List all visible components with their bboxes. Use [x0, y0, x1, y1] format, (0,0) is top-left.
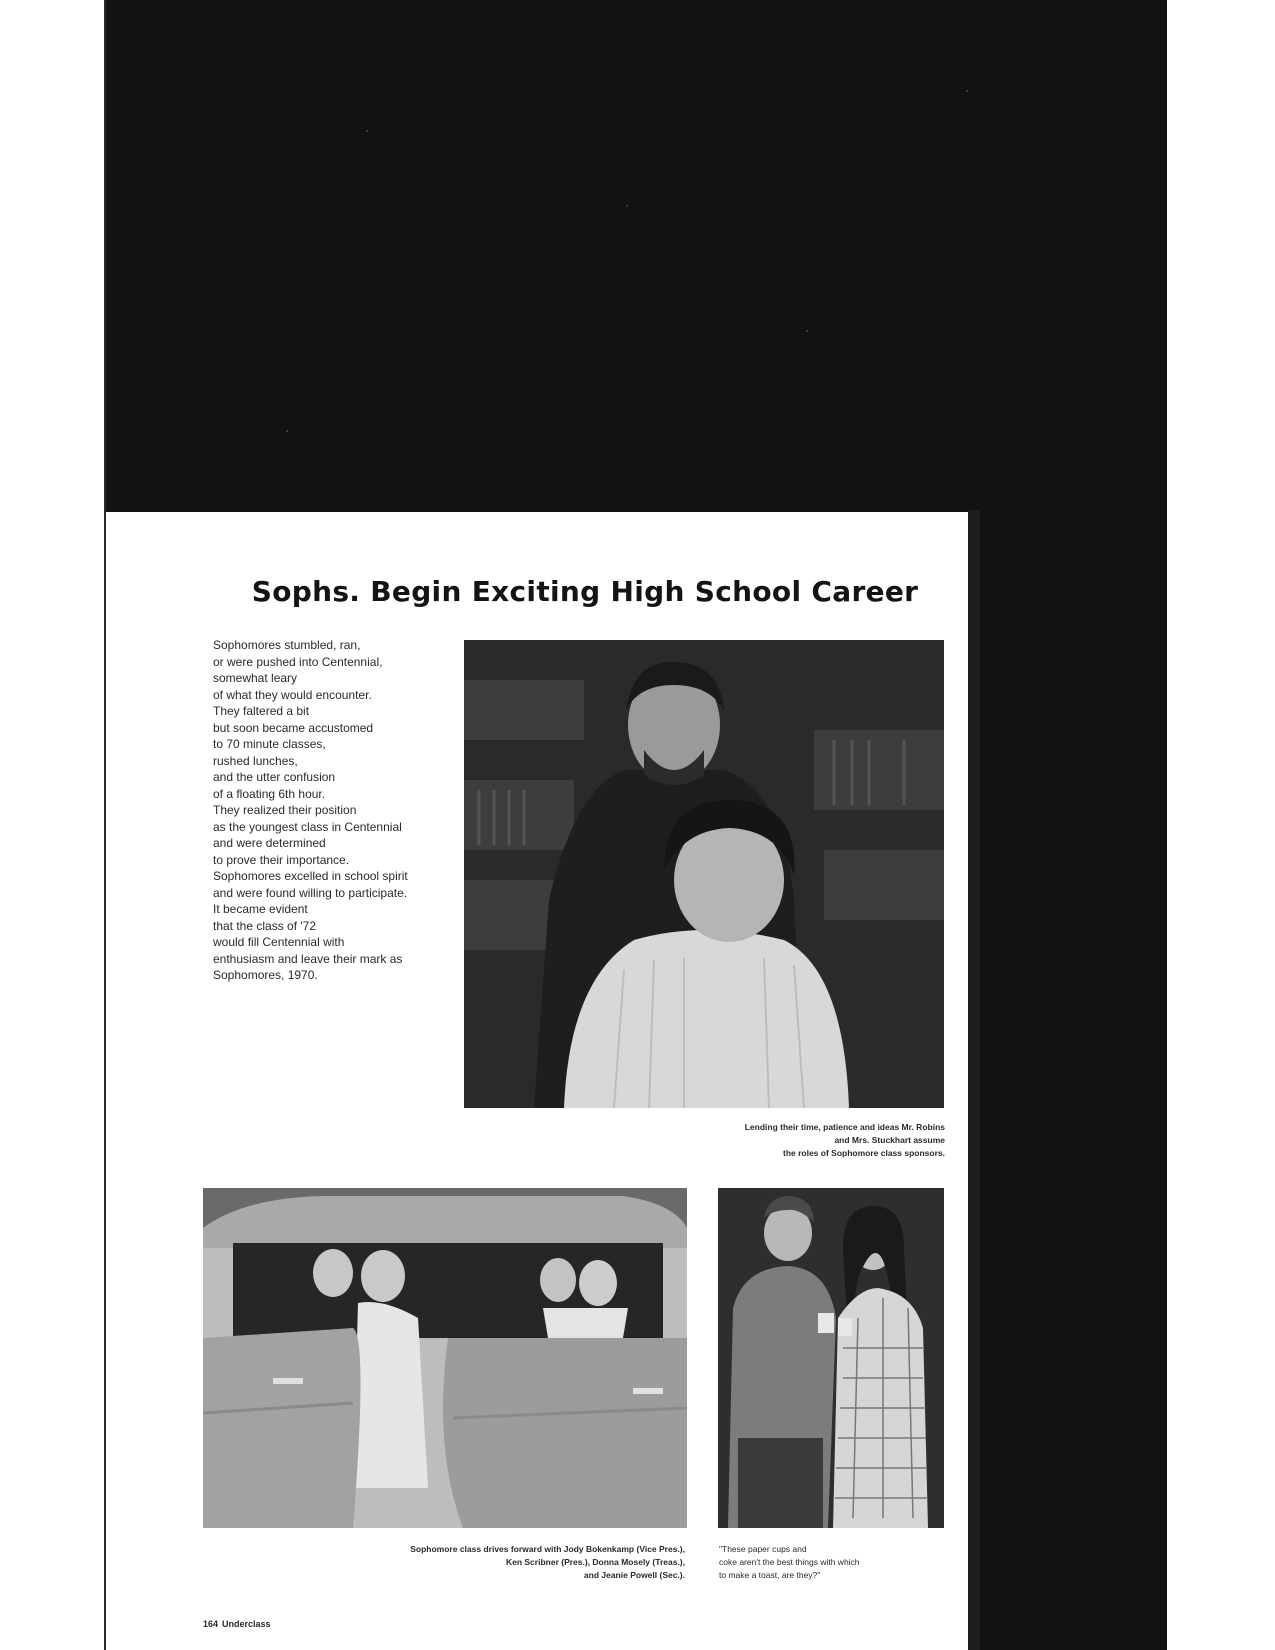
intro-line: of what they would encounter.	[213, 687, 372, 702]
caption-line: Ken Scribner (Pres.), Donna Mosely (Treas.),	[505, 1557, 685, 1567]
intro-text	[213, 637, 453, 984]
intro-line: enthusiasm and leave their mark as	[213, 951, 403, 966]
intro-line: They faltered a bit	[213, 704, 310, 718]
intro-line: as the youngest class in Centennial	[213, 819, 402, 834]
intro-line: to 70 minute classes,	[213, 737, 326, 751]
caption-line: Lending their time, patience and ideas Mr. Robins	[744, 1122, 945, 1132]
intro-line: and were found willing to participate.	[213, 885, 408, 900]
intro-line: Sophomores stumbled, ran,	[213, 638, 361, 652]
intro-line: that the class of '72	[213, 918, 317, 933]
toast-photo	[718, 1188, 944, 1528]
intro-line: They realized their position	[213, 803, 357, 817]
intro-line: somewhat leary	[213, 671, 298, 685]
caption-line: coke aren't the best things with which	[719, 1557, 860, 1567]
page-number: 164	[203, 1619, 219, 1629]
intro-line: It became evident	[213, 902, 308, 916]
page-footer	[203, 1619, 275, 1629]
page-edge	[968, 510, 980, 1650]
caption-line: and Mrs. Stuckhart assume	[834, 1135, 945, 1145]
section-name: Underclass	[222, 1619, 271, 1629]
sponsors-caption	[745, 1121, 945, 1160]
sponsors-photo	[464, 640, 944, 1108]
caption-line: and Jeanie Powell (Sec.).	[583, 1570, 685, 1580]
intro-line: Sophomores, 1970.	[213, 968, 318, 982]
page-title: Sophs. Begin Exciting High School Career	[251, 575, 919, 608]
intro-line: or were pushed into Centennial,	[213, 654, 383, 669]
officers-photo	[203, 1188, 687, 1528]
intro-line: to prove their importance.	[213, 852, 350, 867]
scan-background-right	[978, 505, 1167, 1650]
caption-line: to make a toast, are they?"	[719, 1570, 821, 1580]
officers-caption	[410, 1543, 685, 1582]
intro-line: but soon became accustomed	[213, 720, 374, 735]
intro-line: would fill Centennial with	[213, 935, 345, 949]
caption-line: "These paper cups and	[719, 1544, 807, 1554]
toast-caption	[719, 1543, 860, 1582]
intro-line: and the utter confusion	[213, 770, 336, 784]
intro-line: rushed lunches,	[213, 753, 298, 768]
intro-line: of a floating 6th hour.	[213, 786, 326, 801]
caption-line: the roles of Sophomore class sponsors.	[782, 1148, 945, 1158]
caption-line: Sophomore class drives forward with Jody Bokenkamp (Vice Pres.),	[410, 1544, 685, 1554]
scan-background-top	[106, 0, 1167, 512]
intro-line: and were determined	[213, 836, 326, 850]
intro-line: Sophomores excelled in school spirit	[213, 869, 408, 883]
